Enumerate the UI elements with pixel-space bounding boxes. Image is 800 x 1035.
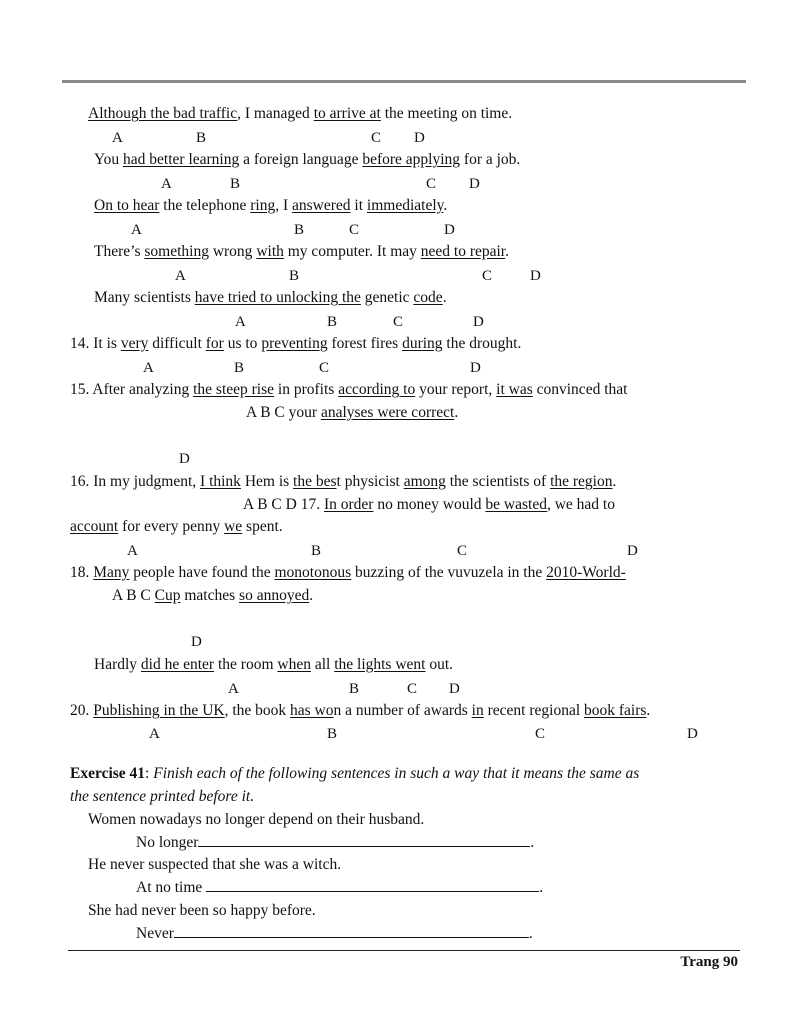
exercise-instruction-line2: the sentence printed before it. [70,788,255,805]
question-15: 15. After analyzing the steep rise in profits according to your report, it was convinced that [70,381,628,398]
question-16: 16. In my judgment, I think Hem is the best physicist among the scientists of the region. [70,473,617,490]
option-b: B [294,222,305,238]
option-c: C [319,360,330,376]
option-a: A [143,360,154,376]
option-b: B [230,176,241,192]
option-d: D [530,268,541,284]
answer-blank[interactable] [198,834,530,847]
option-b: B [327,314,338,330]
option-b: B [349,681,360,697]
option-d: D [470,360,481,376]
exercise-sentence: He never suspected that she was a witch. [88,856,342,873]
question-13: There’s something wrong with my computer. It may need to repair. [94,243,509,260]
option-d: D [414,130,425,146]
question-17: A B C D 17. In order no money would be wasted, we had to [243,496,615,513]
option-b: B [234,360,245,376]
option-d: D [627,543,638,559]
header-rule [62,80,746,83]
option-a: A [131,222,142,238]
option-d: D [191,634,202,650]
option-b: B [327,726,338,742]
footer-rule [68,950,740,951]
option-a: A [228,681,239,697]
question-20: 20. Publishing in the UK, the book has won a number of awards in recent regional book fairs. [70,702,651,719]
option-d: D [687,726,698,742]
question-10: Although the bad traffic, I managed to arrive at the meeting on time. [88,105,513,122]
exercise-answer-line: At no time . [136,879,544,896]
option-a: A [161,176,172,192]
option-b: B [311,543,322,559]
option-d: D [449,681,460,697]
option-c: C [482,268,493,284]
option-b: B [289,268,300,284]
answer-blank[interactable] [206,879,539,892]
option-c: C [407,681,418,697]
option-d: D [444,222,455,238]
option-a: A [112,130,123,146]
exercise-heading: Exercise 41: Finish each of the following sentences in such a way that it means the same as [70,765,640,782]
option-b: B [196,130,207,146]
exercise-sentence: She had never been so happy before. [88,902,316,919]
option-a: A [235,314,246,330]
question-15-line2: A B C your analyses were correct. [246,404,459,421]
question-17-line2: account for every penny we spent. [70,518,283,535]
option-c: C [393,314,404,330]
option-c: C [349,222,360,238]
question-19: Hardly did he enter the room when all the lights went out. [94,656,454,673]
option-a: A [175,268,186,284]
question-12: On to hear the telephone ring, I answered it immediately. [94,197,448,214]
option-a: A [127,543,138,559]
question-14: 14. It is very difficult for us to preventing forest fires during the drought. [70,335,522,352]
exercise-title: Exercise 41 [70,765,146,782]
option-c: C [426,176,437,192]
exercise-instruction: Finish each of the following sentences in such a way that it means the same as [153,765,640,782]
question-18: 18. Many people have found the monotonous buzzing of the vuvuzela in the 2010-World- [70,564,626,581]
question-18-line2: A B C Cup matches so annoyed. [112,587,314,604]
option-d: D [473,314,484,330]
question-11: You had better learning a foreign language before applying for a job. [94,151,521,168]
option-c: C [457,543,468,559]
option-d: D [469,176,480,192]
page-number: Trang 90 [680,954,738,970]
option-a: A [149,726,160,742]
option-c: C [371,130,382,146]
exercise-answer-line: Never . [136,925,533,942]
exercise-answer-line: No longer . [136,834,535,851]
option-d: D [179,451,190,467]
option-c: C [535,726,546,742]
answer-blank[interactable] [174,925,529,938]
question-13b: Many scientists have tried to unlocking the genetic code. [94,289,447,306]
exercise-sentence: Women nowadays no longer depend on their husband. [88,811,425,828]
